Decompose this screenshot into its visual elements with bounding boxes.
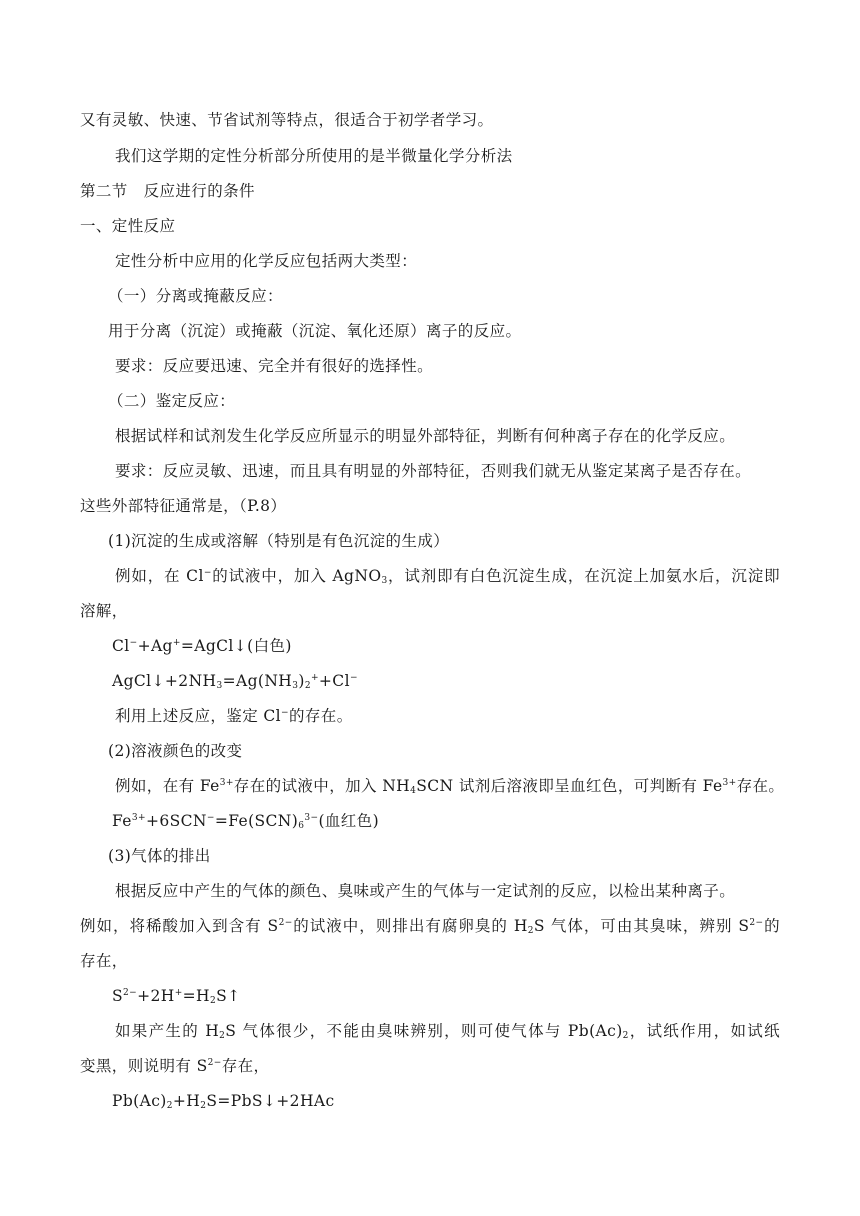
text-run: 存在。 (736, 777, 785, 795)
text-run: 又有灵敏、快速、节省试剂等特点，很适合于初学者学习。 (80, 111, 494, 129)
text-run: 例如，在 Cl (115, 567, 204, 585)
text-run: （二）鉴定反应： (108, 392, 236, 410)
text-line (115, 706, 353, 726)
text-run: 要求：反应要迅速、完全并有很好的选择性。 (115, 357, 434, 375)
equation (112, 811, 379, 831)
text-run: 要求：反应灵敏、迅速，而且具有明显的外部特征，否则我们就无从鉴定某离子是否存在。 (115, 462, 752, 480)
superscript: − (206, 813, 215, 823)
text-line (80, 496, 286, 516)
superscript: − (203, 568, 212, 578)
text-run: =AgCl↓(白色) (180, 637, 292, 655)
text-line (115, 1021, 780, 1041)
text-run: 用于分离（沉淀）或掩蔽（沉淀、氧化还原）离子的反应。 (108, 322, 522, 340)
superscript: 2− (123, 988, 138, 998)
subscript: 2 (304, 681, 311, 691)
text-run: =Fe(SCN) (214, 812, 299, 830)
text-line (80, 916, 780, 936)
superscript: 2− (278, 918, 293, 928)
text-run: 存在， (221, 1057, 270, 1075)
text-run: 第二节 反应进行的条件 (80, 182, 255, 200)
superscript: 3+ (219, 778, 234, 788)
text-run: =H (182, 987, 210, 1005)
text-run: 的 (763, 917, 781, 935)
superscript: 2− (207, 1058, 222, 1068)
text-run: 根据试样和试剂发生化学反应所显示的明显外部特征，判断有何种离子存在的化学反应。 (115, 427, 736, 445)
superscript: 3− (304, 813, 319, 823)
superscript: 3+ (131, 813, 146, 823)
text-line (80, 1056, 269, 1076)
text-run: 例如，在有 Fe (115, 777, 220, 795)
text-run: 这些外部特征通常是，（P.8） (80, 497, 287, 515)
text-run: (3)气体的排出 (108, 847, 211, 865)
text-line (115, 776, 784, 796)
text-run: 存在， (80, 952, 128, 970)
text-run: 溶解， (80, 602, 128, 620)
text-run: S↑ (216, 987, 241, 1005)
text-run: ，试剂即有白色沉淀生成，在沉淀上加氨水后，沉淀即 (387, 567, 780, 585)
text-run: (1)沉淀的生成或溶解（特别是有色沉淀的生成） (108, 532, 450, 550)
text-run: 的试液中，则排出有腐卵臭的 H (292, 917, 528, 935)
subscript: 4 (410, 786, 417, 796)
text-run: 定性分析中应用的化学反应包括两大类型： (115, 252, 418, 270)
superscript: + (174, 988, 183, 998)
equation (112, 1091, 335, 1111)
text-line (80, 951, 128, 971)
subscript: 2 (527, 926, 534, 936)
superscript: − (349, 673, 358, 683)
section-heading (80, 181, 255, 201)
superscript: + (310, 673, 319, 683)
text-line (115, 146, 513, 166)
equation (112, 986, 241, 1006)
subscript: 3 (381, 576, 388, 586)
text-run: Pb(Ac) (112, 1092, 167, 1110)
text-run: 的存在。 (289, 707, 353, 725)
text-run: S 气体，可由其臭味，辨别 S (533, 917, 750, 935)
subscript: 2 (622, 1031, 629, 1041)
text-line (115, 356, 433, 376)
text-run: 一、定性反应 (80, 217, 176, 235)
text-line (115, 426, 735, 446)
text-run: 变黑，则说明有 S (80, 1057, 208, 1075)
text-run: Fe (112, 812, 132, 830)
text-run: 如果产生的 H (115, 1022, 220, 1040)
text-line (80, 601, 128, 621)
text-line (108, 846, 211, 866)
text-run: （一）分离或掩蔽反应： (108, 287, 283, 305)
superscript: − (281, 708, 289, 718)
text-run: S 气体很少，不能由臭味辨别，则可使气体与 Pb(Ac) (225, 1022, 623, 1040)
text-line (115, 251, 417, 271)
text-line (115, 461, 751, 481)
equation (112, 671, 358, 691)
superscript: + (172, 638, 181, 648)
text-run: S=PbS↓+2HAc (206, 1092, 335, 1110)
subscript: 2 (219, 1031, 226, 1041)
subsection-heading (80, 216, 175, 236)
text-run: 利用上述反应，鉴定 Cl (115, 707, 282, 725)
text-run: 存在的试液中，加入 NH (233, 777, 411, 795)
text-run: 我们这学期的定性分析部分所使用的是半微量化学分析法 (115, 147, 513, 165)
text-line (108, 286, 283, 306)
subscript: 3 (292, 681, 299, 691)
superscript: − (129, 638, 138, 648)
text-run: =Ag(NH (222, 672, 293, 690)
text-run: 的试液中，加入 AgNO (211, 567, 382, 585)
text-line (108, 531, 449, 551)
text-run: +6SCN (145, 812, 207, 830)
text-line (108, 321, 521, 341)
text-run: +2H (137, 987, 175, 1005)
text-line (115, 566, 780, 586)
text-run: SCN 试剂后溶液即呈血红色，可判断有 Fe (416, 777, 723, 795)
superscript: 3+ (722, 778, 737, 788)
text-run: (血红色) (318, 812, 380, 830)
subscript: 2 (200, 1101, 207, 1111)
text-run: ，试纸作用，如试纸 (628, 1022, 780, 1040)
text-line (80, 110, 493, 130)
subscript: 3 (216, 681, 223, 691)
superscript: 2− (749, 918, 764, 928)
text-line (115, 881, 735, 901)
subscript: 2 (209, 996, 217, 1006)
text-run: +Ag (137, 637, 173, 655)
subscript: 6 (298, 821, 305, 831)
text-run: 根据反应中产生的气体的颜色、臭味或产生的气体与一定试剂的反应，以检出某种离子。 (115, 882, 736, 900)
equation (112, 636, 292, 656)
text-run: (2)溶液颜色的改变 (108, 742, 243, 760)
text-run: 例如，将稀酸加入到含有 S (80, 917, 279, 935)
subscript: 2 (166, 1101, 173, 1111)
text-run: +H (172, 1092, 201, 1110)
text-line (108, 391, 235, 411)
text-line (108, 741, 242, 761)
text-run: AgCl↓+2NH (112, 672, 217, 690)
text-run: ) (298, 672, 305, 690)
text-run: Cl (112, 637, 130, 655)
text-run: +Cl (318, 672, 350, 690)
text-run: S (112, 987, 124, 1005)
